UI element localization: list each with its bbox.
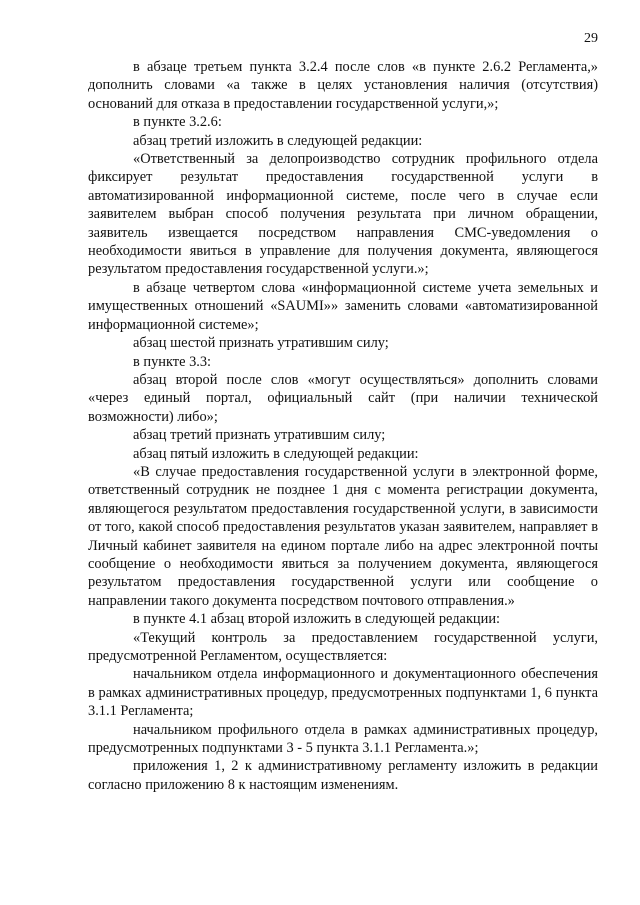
page-number: 29 [584, 31, 598, 46]
paragraph-third-abzac-header: абзац третий изложить в следующей редакции: [133, 132, 423, 149]
paragraph-appendices: приложения 1, 2 к административному регламенту изложить в редакции согласно приложению 8 к настоящим изменениям. [88, 758, 598, 793]
paragraph-point-3-2-6: в пункте 3.2.6: [133, 114, 222, 131]
paragraph-fifth-abzac-header: абзац пятый изложить в следующей редакции: [133, 445, 419, 462]
paragraph-amend-3-2-4: в абзаце третьем пункта 3.2.4 после слов «в пункте 2.6.2 Регламента,» дополнить словами «а также в целях установления наличия (отсутствия) оснований для отказа в предоставлении государственной услуги,»; [88, 59, 598, 112]
paragraph-third-abzac-void: абзац третий признать утратившим силу; [133, 427, 386, 444]
paragraph-head-info-dept: начальником отдела информационного и документационного обеспечения в рамках административных процедур, предусмотренных подпунктами 1, 6 пункта 3.1.1 Регламента; [88, 666, 598, 720]
paragraph-electronic-form: «В случае предоставления государственной услуги в электронной форме, ответственный сотрудник не позднее 1 дня с момента регистрации документа, являющегося результатом предоставления государственной услуги, в зависимости от того, какой способ предоставления результатов указан заявителем, направляет в Личный кабинет заявителя на едином портале либо на адрес электронной почты сообщение о необходимости явиться за получением документа, являющегося результатом предоставления государственной услуги или сообщение о направлении такого документа посредством почтового отправления.» [88, 463, 598, 609]
paragraph-current-control: «Текущий контроль за предоставлением государственной услуги, предусмотренной Регламентом, осуществляется: [88, 629, 598, 664]
paragraph-sixth-abzac-void: абзац шестой признать утратившим силу; [133, 335, 389, 352]
paragraph-second-abzac-portal: абзац второй после слов «могут осуществляться» дополнить словами «через единый портал, официальный сайт (при наличии технической возможности) либо»; [88, 371, 598, 425]
paragraph-fourth-abzac-saumi: в абзаце четвертом слова «информационной системе учета земельных и имущественных отношений «SAUMI»» заменить словами «автоматизированной информационной системе»; [88, 279, 598, 333]
paragraph-responsible-employee: «Ответственный за делопроизводство сотрудник профильного отдела фиксирует результат предоставления государственной услуги в автоматизированной информационной системе, после чего в случае если заявителем выбран способ получения результата при личном обращении, заявитель извещается посредством направления СМС-уведомления о необходимости явиться в управление для получения документа, являющегося результатом предоставления государственной услуги.»; [88, 151, 598, 278]
paragraph-head-profile-dept: начальником профильного отдела в рамках административных процедур, предусмотренных подпунктами 3 - 5 пункта 3.1.1 Регламента.»; [88, 721, 598, 757]
paragraph-point-4-1: в пункте 4.1 абзац второй изложить в следующей редакции: [133, 611, 501, 628]
document-body [88, 58, 598, 794]
paragraph-point-3-3: в пункте 3.3: [133, 353, 212, 370]
